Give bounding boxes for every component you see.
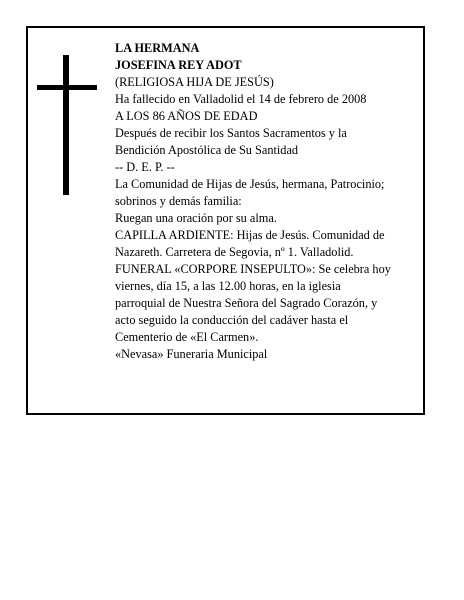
chapel-line-2: Nazareth. Carretera de Segovia, nº 1. Valladolid.: [115, 245, 354, 259]
obituary-title-line-1: LA HERMANA: [115, 41, 200, 55]
family-paragraph: [115, 176, 425, 210]
funeral-line-2: viernes, día 15, a las 12.00 horas, en la iglesia: [115, 279, 341, 293]
prayer-request: Ruegan una oración por su alma.: [115, 211, 277, 225]
chapel-paragraph: [115, 227, 425, 261]
rip-line: -- D. E. P. --: [115, 160, 175, 174]
cross-icon: [63, 55, 69, 195]
family-line-1: La Comunidad de Hijas de Jesús, hermana, Patrocinio;: [115, 177, 385, 191]
sacraments-paragraph: [115, 125, 425, 159]
family-line-2: sobrinos y demás familia:: [115, 194, 242, 208]
funeral-home: «Nevasa» Funeraria Municipal: [115, 347, 268, 361]
funeral-line-1: FUNERAL «CORPORE INSEPULTO»: Se celebra hoy: [115, 262, 391, 276]
cross-icon-arm: [37, 85, 97, 90]
funeral-line-3: parroquial de Nuestra Señora del Sagrado Corazón, y: [115, 296, 378, 310]
sacraments-line-1: Después de recibir los Santos Sacramentos y la: [115, 126, 347, 140]
age-line: A LOS 86 AÑOS DE EDAD: [115, 109, 258, 123]
chapel-line-1: CAPILLA ARDIENTE: Hijas de Jesús. Comunidad de: [115, 228, 385, 242]
funeral-paragraph: [115, 261, 425, 346]
obituary-text: [115, 40, 425, 363]
funeral-line-4: acto seguido la conducción del cadáver hasta el: [115, 313, 349, 327]
religious-order: (RELIGIOSA HIJA DE JESÚS): [115, 75, 274, 89]
deceased-name: JOSEFINA REY ADOT: [115, 58, 242, 72]
sacraments-line-2: Bendición Apostólica de Su Santidad: [115, 143, 299, 157]
death-notice: Ha fallecido en Valladolid el 14 de febrero de 2008: [115, 92, 367, 106]
funeral-line-5: Cementerio de «El Carmen».: [115, 330, 259, 344]
